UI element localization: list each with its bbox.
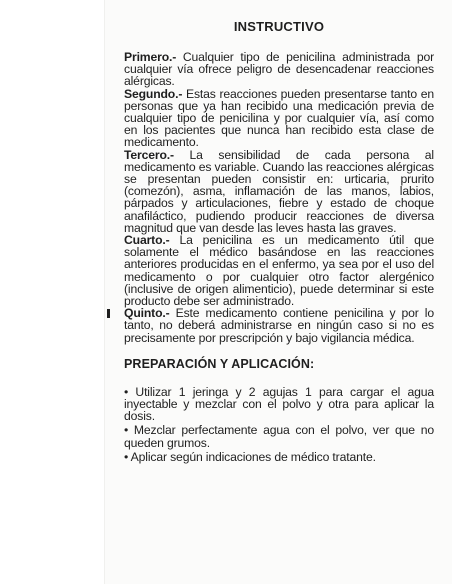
section-label: Primero.- [124, 50, 177, 64]
list-item: • Utilizar 1 jeringa y 2 agujas 1 para cargar el agua inyectable y mezclar con el polvo y otra para aplicar la dosis. [124, 384, 434, 424]
section-text: La sensibilidad de cada persona al medicamento es variable. Cuando las reacciones alérgicas se presentan pueden consistir en: urticaria, prurito (comezón), asma, inflamación de las manos, labios, párpados y articulaciones, fiebre y estado de choque anafiláctico, pudiendo producir reacciones de diversa magnitud que van desde las leves hasta las graves. [124, 147, 434, 235]
section-quinto [124, 307, 434, 344]
section-label: Tercero.- [124, 147, 174, 162]
section-label: Cuarto.- [124, 233, 170, 248]
section-text: Cualquier tipo de penicilina administrada por cualquier vía ofrece peligro de desencadenar reacciones alérgicas. [124, 50, 434, 89]
section-tercero [124, 149, 434, 234]
section-label: Segundo.- [124, 86, 183, 101]
section-text: Este medicamento contiene penicilina y por lo tanto, no deberá administrarse en ningún caso si no es precisamente por prescripción y bajo vigilancia médica. [124, 306, 434, 345]
leaflet-content [124, 0, 434, 465]
preparation-list [124, 386, 434, 463]
section-label: Quinto.- [124, 306, 170, 321]
section-text: Estas reacciones pueden presentarse tanto en personas que ya han recibido una medicación previa de cualquier tipo de penicilina y por cualquier vía, así como en los pacientes que nunca han recibido esta clase de medicamento. [124, 86, 434, 150]
list-item: • Aplicar según indicaciones de médico tratante. [124, 449, 376, 464]
document-title: INSTRUCTIVO [233, 19, 325, 34]
section-primero [124, 51, 434, 88]
edge-mark [107, 309, 110, 318]
list-item: • Mezclar perfectamente agua con el polvo, ver que no queden grumos. [124, 423, 434, 450]
section-segundo [124, 88, 434, 149]
section-cuarto [124, 234, 434, 307]
section-text: La penicilina es un medicamento útil que solamente el médico basándose en las reacciones anteriores producidas en el enfermo, ya sea por el uso del medicamento o por cualquier otro factor alergénico (inclusive de origen alimenticio), puede determinar si este producto debe ser administrado. [124, 233, 434, 309]
preparation-heading: PREPARACIÓN Y APLICACIÓN: [124, 356, 315, 371]
